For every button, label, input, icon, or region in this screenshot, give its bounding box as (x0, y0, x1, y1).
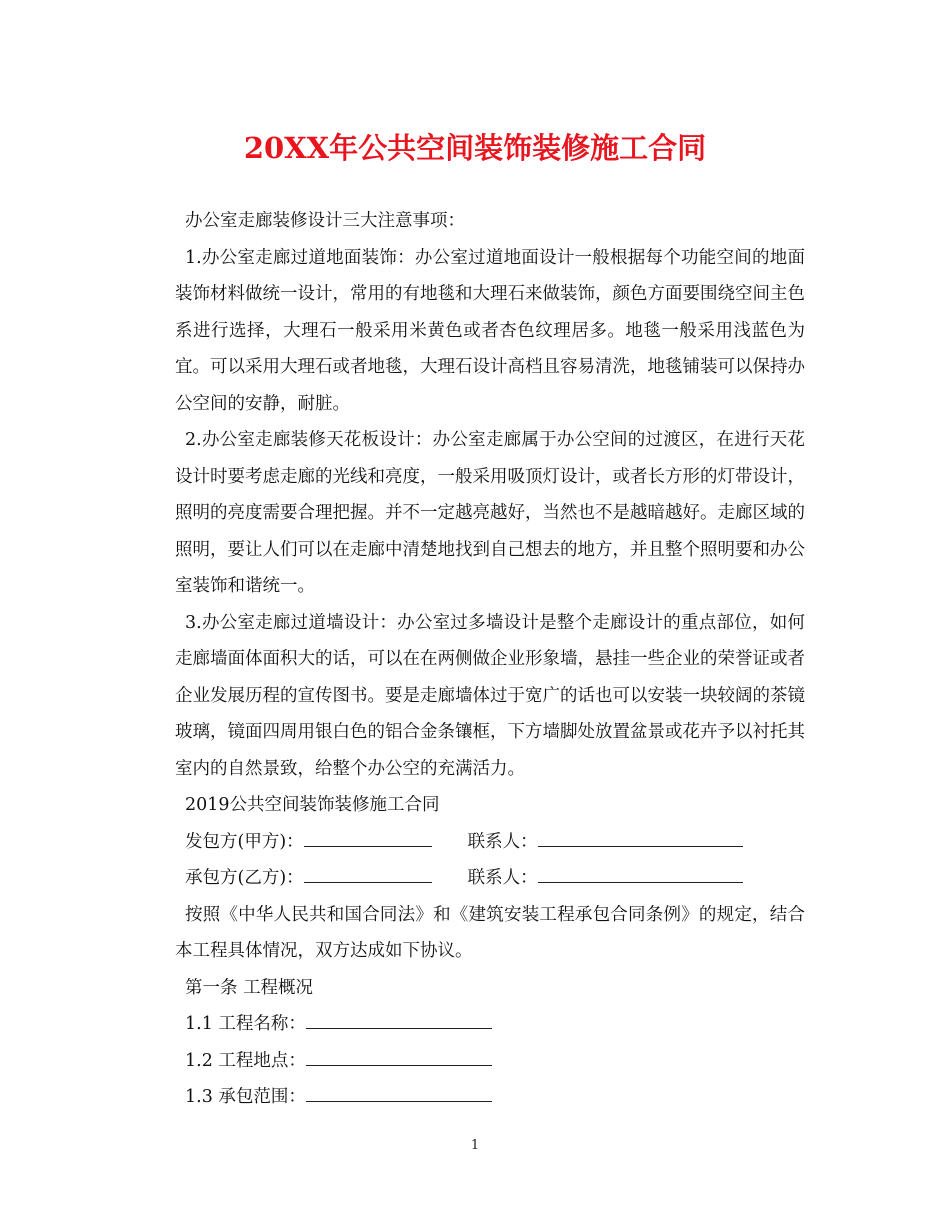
item-1-3-line (175, 1079, 805, 1116)
project-name-blank[interactable] (306, 1012, 492, 1029)
item-1-1-line (175, 1006, 805, 1043)
paragraph-floor-design: 1.办公室走廊过道地面装饰：办公室过道地面设计一般根据每个功能空间的地面装饰材料做统一设计，常用的有地毯和大理石来做装饰，颜色方面要围绕空间主色系进行选择，大理石一般采用米黄色或者杏色纹理居多。地毯一般采用浅蓝色为宜。可以采用大理石或者地毯，大理石设计高档且容易清洗，地毯铺装可以保持办公空间的安静，耐脏。 (175, 247, 805, 414)
party-b-blank[interactable] (304, 866, 432, 883)
party-a-blank[interactable] (304, 830, 432, 847)
party-a-contact-label: 联系人： (467, 831, 538, 852)
article-1-heading: 第一条 工程概况 (185, 977, 314, 998)
contract-scope-blank[interactable] (306, 1085, 492, 1102)
party-a-contact-blank[interactable] (538, 830, 743, 847)
project-location-label: 1.2 工程地点： (185, 1050, 306, 1071)
paragraph-ceiling-design: 2.办公室走廊装修天花板设计：办公室走廊属于办公空间的过渡区，在进行天花设计时要考虑走廊的光线和亮度，一般采用吸顶灯设计，或者长方形的灯带设计，照明的亮度需要合理把握。并不一定越亮越好，当然也不是越暗越好。走廊区域的照明，要让人们可以在走廊中清楚地找到自己想去的地方，并且整个照明要和办公室装饰和谐统一。 (175, 430, 805, 596)
item-1-2-line (175, 1043, 805, 1080)
party-b-contact-blank[interactable] (538, 866, 743, 883)
page-number: 1 (470, 1138, 480, 1153)
party-b-contact-label: 联系人： (467, 868, 538, 888)
party-b-label: 承包方(乙方)： (185, 868, 304, 888)
party-a-label: 发包方(甲方)： (185, 831, 304, 852)
contract-title: 2019公共空间装饰装修施工合同 (185, 795, 440, 815)
document-body (175, 203, 805, 1116)
party-b-line (175, 860, 805, 897)
project-name-label: 1.1 工程名称： (185, 1014, 306, 1034)
project-location-blank[interactable] (306, 1049, 492, 1066)
intro-paragraph: 办公室走廊装修设计三大注意事项： (185, 211, 465, 231)
contract-scope-label: 1.3 承包范围： (185, 1087, 306, 1107)
paragraph-wall-design: 3.办公室走廊过道墙设计：办公室过多墙设计是整个走廊设计的重点部位，如何走廊墙面体面积大的话，可以在在两侧做企业形象墙，悬挂一些企业的荣誉证或者企业发展历程的宣传图书。要是走廊墙体过于宽广的话也可以安装一块较阔的茶镜玻璃，镜面四周用银白色的铝合金条镶框，下方墙脚处放置盆景或花卉予以衬托其室内的自然景致，给整个办公空的充满活力。 (175, 612, 805, 779)
document-title: 20XX年公共空间装饰装修施工合同 (243, 131, 707, 165)
party-a-line (175, 824, 805, 861)
agreement-paragraph: 按照《中华人民共和国合同法》和《建筑安装工程承包合同条例》的规定，结合本工程具体情况，双方达成如下协议。 (175, 904, 805, 961)
